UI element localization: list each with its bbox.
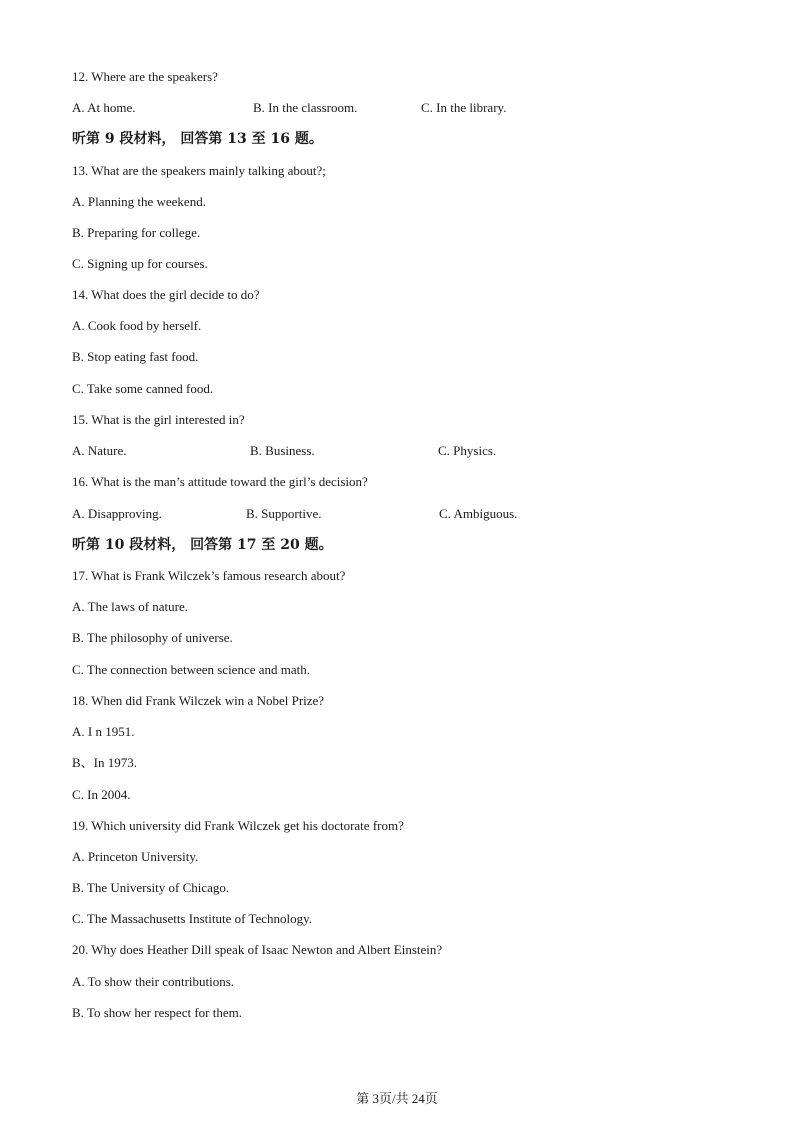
section-heading-9: 听第 9 段材料， 回答第 13 至 16 题。: [72, 131, 323, 147]
question-13: 13. What are the speakers mainly talking about?;: [72, 163, 326, 178]
question-16: 16. What is the man’s attitude toward the girl’s decision?: [72, 474, 368, 489]
q14-option-a: A. Cook food by herself.: [72, 318, 202, 333]
q16-option-a: A. Disapproving.: [72, 506, 162, 521]
q19-option-a: A. Princeton University.: [72, 849, 199, 864]
q12-option-b: B. In the classroom.: [253, 100, 358, 115]
q13-option-b: B. Preparing for college.: [72, 225, 201, 240]
question-14: 14. What does the girl decide to do?: [72, 287, 260, 302]
q18-option-c: C. In 2004.: [72, 787, 131, 802]
q17-option-c: C. The connection between science and math.: [72, 662, 311, 677]
q15-option-a: A. Nature.: [72, 443, 127, 458]
question-15: 15. What is the girl interested in?: [72, 412, 245, 427]
q14-option-c: C. Take some canned food.: [72, 381, 214, 396]
q12-option-a: A. At home.: [72, 100, 136, 115]
q15-option-c: C. Physics.: [438, 443, 497, 458]
q12-option-c: C. In the library.: [421, 100, 507, 115]
q16-option-c: C. Ambiguous.: [439, 506, 518, 521]
q20-option-b: B. To show her respect for them.: [72, 1005, 242, 1020]
q16-option-b: B. Supportive.: [246, 506, 322, 521]
q17-option-a: A. The laws of nature.: [72, 599, 189, 614]
page-footer: 第 3页/共 24页: [356, 1091, 438, 1106]
question-12: 12. Where are the speakers?: [72, 69, 218, 84]
q20-option-a: A. To show their contributions.: [72, 974, 235, 989]
question-19: 19. Which university did Frank Wilczek get his doctorate from?: [72, 818, 404, 833]
question-18: 18. When did Frank Wilczek win a Nobel Prize?: [72, 693, 325, 708]
q13-option-c: C. Signing up for courses.: [72, 256, 208, 271]
question-20: 20. Why does Heather Dill speak of Isaac Newton and Albert Einstein?: [72, 942, 443, 957]
q17-option-b: B. The philosophy of universe.: [72, 630, 233, 645]
question-17: 17. What is Frank Wilczek’s famous research about?: [72, 568, 346, 583]
q19-option-b: B. The University of Chicago.: [72, 880, 230, 895]
q18-option-b: B、In 1973.: [72, 755, 138, 770]
q19-option-c: C. The Massachusetts Institute of Technology.: [72, 911, 313, 926]
section-heading-10: 听第 10 段材料， 回答第 17 至 20 题。: [72, 537, 333, 553]
q14-option-b: B. Stop eating fast food.: [72, 349, 199, 364]
q18-option-a: A. I n 1951.: [72, 724, 135, 739]
q15-option-b: B. Business.: [250, 443, 315, 458]
q13-option-a: A. Planning the weekend.: [72, 194, 206, 209]
